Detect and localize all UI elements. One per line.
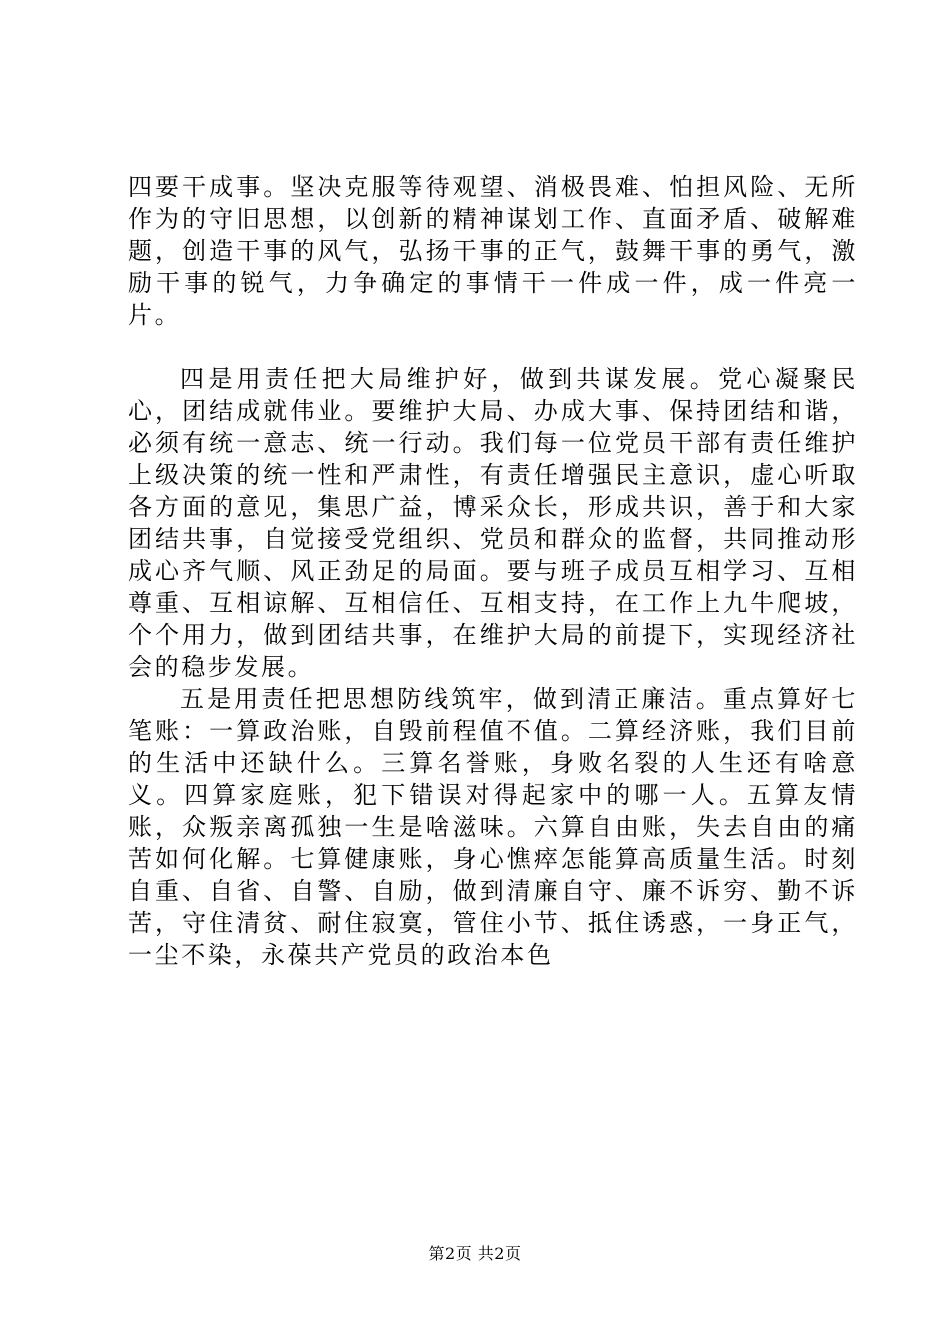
paragraph-continuation: 四要干成事。坚决克服等待观望、消极畏难、怕担风险、无所作为的守旧思想，以创新的精神谋划工作、直面矛盾、破解难题，创造干事的风气，弘扬干事的正气，鼓舞干事的勇气，激励干事的锐气，力争确定的事情干一件成一件，成一件亮一片。 <box>128 173 858 329</box>
page-footer: 第2页 共2页 <box>428 1244 522 1263</box>
paragraph-responsibility-overall-situation: 四是用责任把大局维护好，做到共谋发展。党心凝聚民心，团结成就伟业。要维护大局、办成大事、保持团结和谐，必须有统一意志、统一行动。我们每一位党员干部有责任维护上级决策的统一性和严肃性，有责任增强民主意识，虚心听取各方面的意见，集思广益，博采众长，形成共识，善于和大家团结共事，自觉接受党组织、党员和群众的监督，共同推动形成心齐气顺、风正劲足的局面。要与班子成员互相学习、互相尊重、互相谅解、互相信任、互相支持，在工作上九牛爬坡，个个用力，做到团结共事，在维护大局的前提下，实现经济社会的稳步发展。 <box>128 365 858 681</box>
paragraph-responsibility-integrity: 五是用责任把思想防线筑牢，做到清正廉洁。重点算好七笔账：一算政治账，自毁前程值不值。二算经济账，我们目前的生活中还缺什么。三算名誉账，身败名裂的人生还有啥意义。四算家庭账，犯下错误对得起家中的哪一人。五算友情账，众叛亲离孤独一生是啥滋味。六算自由账，失去自由的痛苦如何化解。七算健康账，身心憔瘁怎能算高质量生活。时刻自重、自省、自警、自励，做到清廉自守、廉不诉穷、勤不诉苦，守住清贫、耐住寂寞，管住小节、抵住诱惑，一身正气，一尘不染，永葆共产党员的政治本色 <box>128 685 858 969</box>
document-body <box>128 171 858 971</box>
